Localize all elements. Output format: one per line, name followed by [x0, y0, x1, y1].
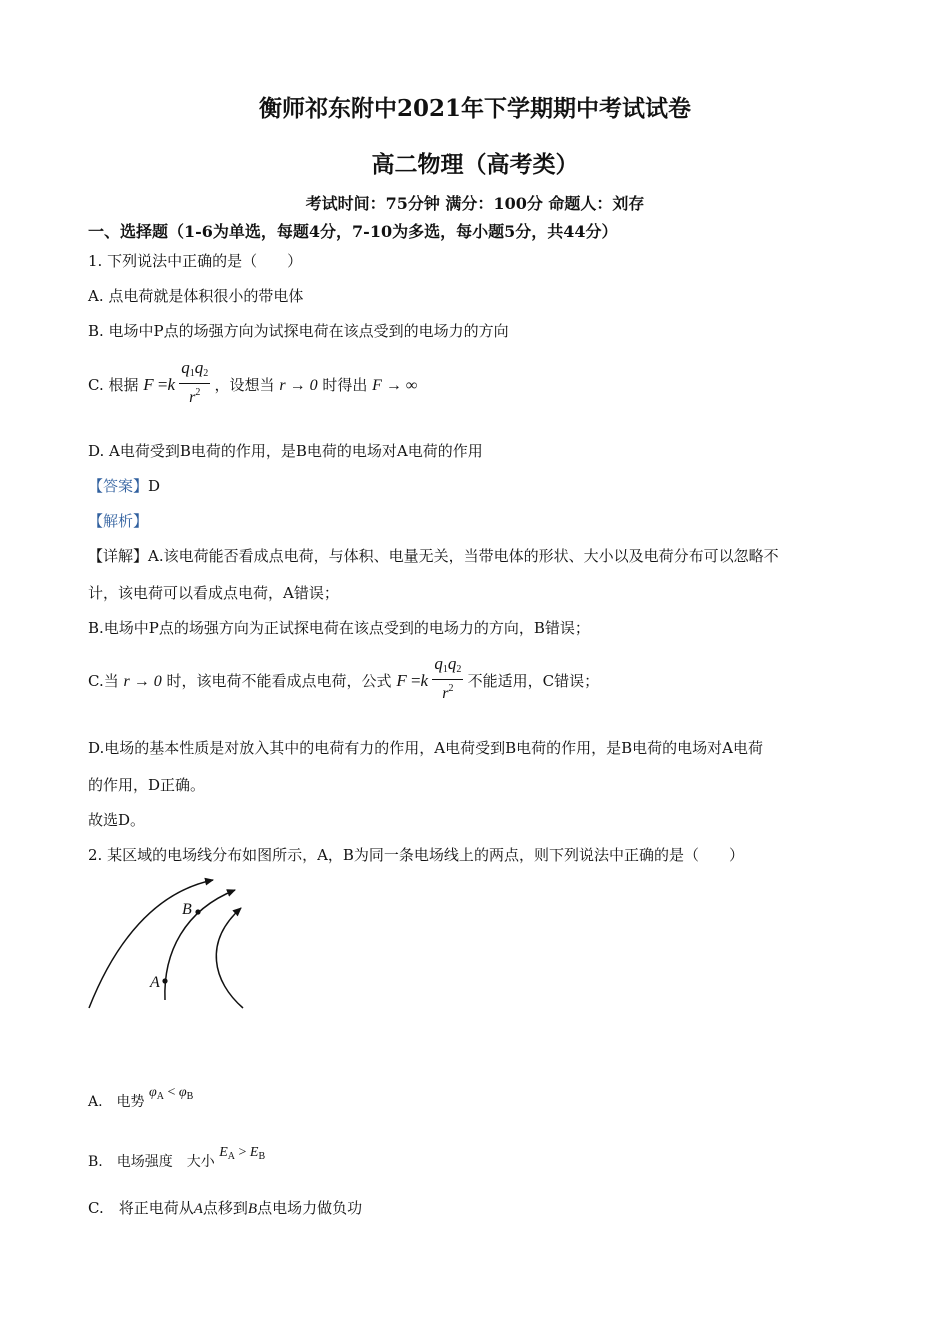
phi-b: φ	[178, 1085, 187, 1100]
q1-option-c	[88, 358, 418, 410]
q2-stem: 2. 某区域的电场线分布如图所示，A，B为同一条电场线上的两点，则下列说法中正确的是（ ）	[88, 846, 744, 864]
detail-line-5: D.电场的基本性质是对放入其中的电荷有力的作用，A电荷受到B电荷的作用，是B电荷的电场对A电荷	[88, 739, 763, 757]
exam-info: 考试时间：75分钟 满分：100分 命题人：刘存	[305, 194, 645, 213]
q1-option-c-mid: ，设想当	[214, 375, 275, 394]
school-title: 衡师祁东附中2021年下学期期中考试试卷	[258, 95, 691, 122]
q2-option-a	[88, 1085, 194, 1119]
formula-q1: q	[181, 358, 190, 377]
formula-r: r	[189, 389, 196, 406]
detail-formula-k: k	[420, 670, 429, 690]
q2-option-c-b: B	[247, 1201, 258, 1217]
detail-4-mid: 时，该电荷不能看成点电荷，公式	[166, 671, 392, 690]
detail-formula-fraction	[432, 655, 463, 703]
detail-r-sup: 2	[448, 683, 454, 694]
q1-option-a: A. 点电荷就是体积很小的带电体	[88, 287, 304, 305]
detail-line-4	[88, 654, 600, 706]
formula-f: F	[143, 374, 154, 394]
phi-relation: <	[167, 1085, 176, 1100]
coulomb-formula	[143, 358, 214, 406]
q2-option-c-a: A	[193, 1201, 203, 1217]
formula-k: k	[167, 374, 176, 394]
answer-line	[88, 476, 160, 496]
detail-line-6: 的作用，D正确。	[88, 776, 206, 794]
analysis-label: 【解析】	[88, 512, 149, 530]
detail-line-1: 【详解】A.该电荷能否看成点电荷，与体积、电量无关，当带电体的形状、大小以及电荷分布可以忽略不	[88, 547, 779, 565]
e-b: E	[249, 1145, 259, 1160]
formula-denominator	[179, 384, 210, 407]
q1-option-b: B. 电场中P点的场强方向为试探电荷在该点受到的电场力的方向	[88, 322, 509, 340]
limit-r: r → 0	[279, 376, 318, 394]
formula-numerator	[179, 359, 210, 384]
q1-option-d: D. A电荷受到B电荷的作用，是B电荷的电场对A电荷的作用	[88, 442, 483, 460]
detail-formula-f: F	[396, 670, 407, 690]
detail-q2: q	[447, 654, 457, 673]
detail-line-2: 计，该电荷可以看成点电荷，A错误；	[88, 584, 339, 602]
q2-option-b	[88, 1145, 266, 1179]
q2-option-a-prefix: A. 电势	[88, 1094, 145, 1110]
detail-4-prefix: C.当	[88, 671, 119, 690]
detail-r: r	[442, 685, 449, 702]
point-a-label: A	[150, 974, 160, 991]
formula-eq: =	[157, 374, 168, 394]
subject-title: 高二物理（高考类）	[371, 151, 579, 178]
e-a: E	[219, 1145, 228, 1160]
field-line-middle	[165, 890, 235, 1000]
formula-q2-sub: 2	[203, 368, 209, 379]
e-relation: >	[238, 1145, 247, 1160]
q2-option-c-mid: 点移到	[202, 1199, 248, 1217]
field-lines-figure	[85, 872, 265, 1017]
q1-option-c-mid2: 时得出	[322, 375, 368, 394]
detail-formula-eq: =	[410, 670, 421, 690]
formula-fraction	[179, 359, 210, 407]
formula-r-sup: 2	[195, 387, 201, 398]
conclusion: 故选D。	[88, 811, 146, 829]
point-b-label: B	[182, 901, 192, 918]
q1-option-c-prefix: C. 根据	[88, 375, 139, 394]
section-heading: 一、选择题（1-6为单选，每题4分，7-10为多选，每小题5分，共44分）	[88, 222, 618, 241]
q2-option-b-prefix: B. 电场强度 大小	[88, 1154, 215, 1170]
phi-a: φ	[149, 1085, 157, 1100]
detail-4-suffix: 不能适用，C错误；	[467, 671, 600, 690]
phi-a-sub: A	[156, 1091, 164, 1102]
e-a-sub: A	[227, 1151, 235, 1162]
detail-q1: q	[434, 654, 443, 673]
answer-label: 【答案】	[88, 477, 149, 495]
q1-stem: 1. 下列说法中正确的是（ ）	[88, 252, 303, 270]
e-b-sub: B	[258, 1151, 266, 1162]
detail-line-3: B.电场中P点的场强方向为正试探电荷在该点受到的电场力的方向，B错误；	[88, 619, 590, 637]
answer-value: D	[148, 477, 161, 495]
detail-formula-denominator	[432, 680, 463, 703]
point-b-dot	[195, 909, 200, 914]
q2-option-c	[88, 1198, 362, 1219]
q2-option-c-prefix: C. 将正电荷从	[88, 1199, 194, 1217]
formula-q1-sub: 1	[189, 368, 195, 379]
q2-option-a-formula	[149, 1085, 193, 1100]
formula-q2: q	[194, 358, 204, 377]
detail-formula-numerator	[432, 655, 463, 680]
detail-formula	[396, 654, 467, 702]
q2-option-c-suffix: 点电场力做负功	[257, 1199, 363, 1217]
phi-b-sub: B	[186, 1091, 194, 1102]
point-a-dot	[162, 978, 167, 983]
detail-limit-r: r → 0	[123, 672, 162, 690]
q2-option-b-formula	[219, 1145, 265, 1160]
detail-q1-sub: 1	[442, 664, 448, 675]
field-line-right	[216, 908, 243, 1008]
limit-f: F → ∞	[372, 376, 418, 394]
detail-q2-sub: 2	[456, 664, 462, 675]
